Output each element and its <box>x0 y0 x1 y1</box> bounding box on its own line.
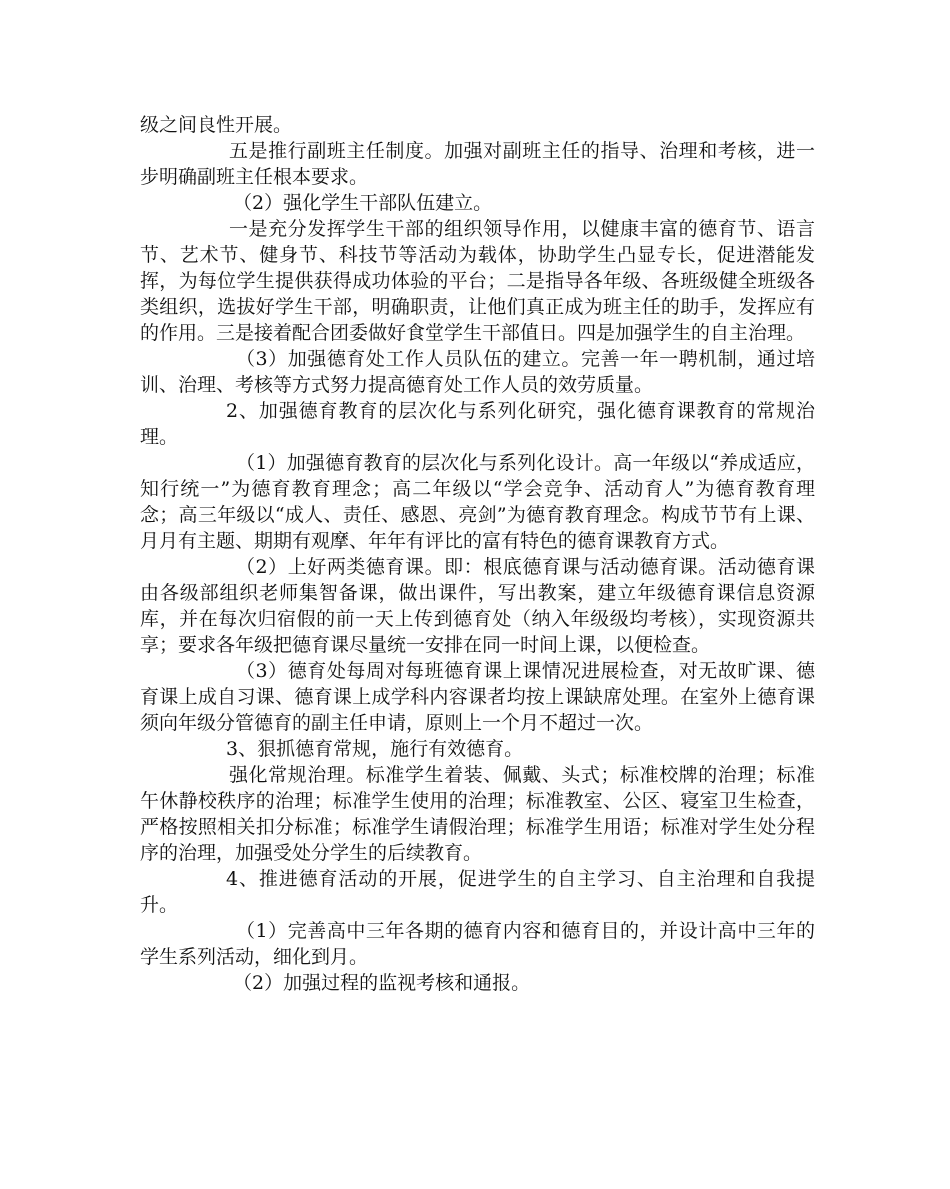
paragraph: 2、加强德育教育的层次化与系列化研究，强化德育课教育的常规治理。 <box>140 400 815 448</box>
paragraph: 一是充分发挥学生干部的组织领导作用，以健康丰富的德育节、语言节、艺术节、健身节、科技节等活动为载体，协助学生凸显专长，促进潜能发挥，为每位学生提供获得成功体验的平台；二是指导各年级、各班级健全班级各类组织，选拔好学生干部，明确职责，让他们真正成为班主任的助手，发挥应有的作用。三是接着配合团委做好食堂学生干部值日。四是加强学生的自主治理。 <box>140 218 815 344</box>
paragraph: （2）上好两类德育课。即：根底德育课与活动德育课。活动德育课由各级部组织老师集智备课，做出课件，写出教案，建立年级德育课信息资源库，并在每次归宿假的前一天上传到德育处（纳入年级级均考核），实现资源共享；要求各年级把德育课尽量统一安排在同一时间上课，以便检查。 <box>140 556 815 656</box>
paragraph: （1）完善高中三年各期的德育内容和德育目的，并设计高中三年的学生系列活动，细化到月。 <box>140 920 815 968</box>
paragraph: 强化常规治理。标准学生着装、佩戴、头式；标准校牌的治理；标准午休静校秩序的治理；标准学生使用的治理；标准教室、公区、寝室卫生检查，严格按照相关扣分标准；标准学生请假治理；标准学生用语；标准对学生处分程序的治理，加强受处分学生的后续教育。 <box>140 764 815 864</box>
paragraph: （1）加强德育教育的层次化与系列化设计。高一年级以“养成适应，知行统一”为德育教育理念；高二年级以“学会竞争、活动育人”为德育教育理念；高三年级以“成人、责任、感恩、亮剑”为德育教育理念。构成节节有上课、月月有主题、期期有观摩、年年有评比的富有特色的德育课教育方式。 <box>140 452 815 552</box>
paragraph: （3）加强德育处工作人员队伍的建立。完善一年一聘机制，通过培训、治理、考核等方式努力提高德育处工作人员的效劳质量。 <box>140 348 815 396</box>
document-page <box>140 112 815 996</box>
paragraph: 4、推进德育活动的开展，促进学生的自主学习、自主治理和自我提升。 <box>140 868 815 916</box>
paragraph: 3、狠抓德育常规，施行有效德育。 <box>226 738 524 760</box>
paragraph: （2）强化学生干部队伍建立。 <box>233 192 493 214</box>
paragraph: 级之间良性开展。 <box>140 114 293 136</box>
paragraph: （3）德育处每周对每班德育课上课情况进展检查，对无故旷课、德育课上成自习课、德育课上成学科内容课者均按上课缺席处理。在室外上德育课须向年级分管德育的副主任申请，原则上一个月不超过一次。 <box>140 660 815 734</box>
paragraph: （2）加强过程的监视考核和通报。 <box>233 972 531 994</box>
paragraph: 五是推行副班主任制度。加强对副班主任的指导、治理和考核，进一步明确副班主任根本要求。 <box>140 140 815 188</box>
